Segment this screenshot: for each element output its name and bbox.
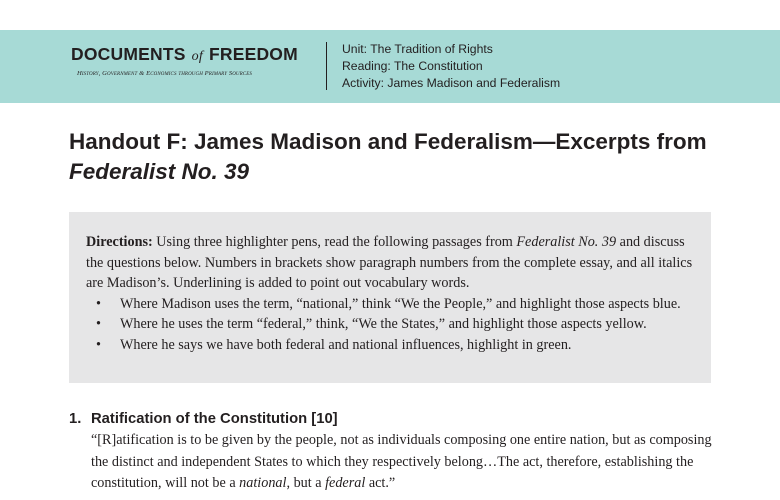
activity-line: Activity: James Madison and Federalism (342, 76, 561, 90)
bullet-text: Where Madison uses the term, “national,” think “We the People,” and highlight those aspects blue. (120, 295, 681, 312)
header-banner (0, 30, 780, 103)
directions-bullet-blue (86, 294, 698, 315)
bullet-text: Where he uses the term “federal,” think, “We the States,” and highlight those aspects yellow. (120, 316, 647, 332)
excerpt-heading (69, 409, 719, 429)
excerpt-quote (91, 430, 719, 495)
directions-text-part-1: Using three highlighter pens, read the following passages from (152, 234, 517, 250)
logo-subtitle: History, Government & Economics through Primary Sources (77, 70, 252, 77)
quote-part-2: , but a (286, 475, 326, 491)
title-text: Handout F: James Madison and Federalism—Excerpts from (69, 129, 707, 154)
quote-italic-federal: federal (325, 475, 366, 491)
directions-label: Directions: (86, 234, 153, 250)
header-divider (326, 42, 327, 90)
bullet-dot: • (96, 295, 101, 312)
directions-paragraph (86, 232, 698, 294)
directions-italic-title: Federalist No. 39 (516, 234, 617, 250)
bullet-text: Where he says we have both federal and national influences, highlight in green. (120, 336, 572, 353)
page-title (69, 127, 759, 187)
logo-part-freedom: FREEDOM (203, 44, 298, 64)
directions-bullet-yellow (86, 314, 698, 335)
quote-italic-national: national (239, 475, 287, 491)
quote-part-3: act.” (365, 475, 396, 491)
directions-bullet-green (86, 335, 698, 356)
logo-wordmark (71, 44, 311, 67)
title-italic: Federalist No. 39 (69, 159, 250, 184)
reading-line: Reading: The Constitution (342, 59, 483, 73)
bullet-dot: • (96, 316, 101, 332)
unit-line: Unit: The Tradition of Rights (342, 42, 493, 56)
quote-part-1: “[R]atification is to be given by the people, not as individuals composing one entire nation, but as composing the distinct and independent States to which they respectively belong…The act, therefore, establishing the constitution, will not be a (91, 432, 712, 491)
documents-of-freedom-logo (71, 44, 311, 77)
unit-info (342, 41, 560, 92)
directions-list (86, 294, 698, 356)
bullet-dot: • (96, 336, 101, 353)
logo-part-documents: DOCUMENTS (71, 44, 191, 64)
logo-part-of: of (191, 49, 203, 64)
excerpt-1 (69, 409, 719, 495)
excerpt-heading-text: Ratification of the Constitution [10] (91, 411, 338, 427)
directions-box (69, 212, 711, 383)
directions-text-part-2: and discuss the questions below. Numbers in brackets show paragraph numbers from the complete essay, and all italics are Madison’s. Underlining is added to point out vocabulary words. (86, 234, 693, 291)
directions-text (86, 232, 698, 355)
excerpt-number: 1. (69, 411, 82, 427)
